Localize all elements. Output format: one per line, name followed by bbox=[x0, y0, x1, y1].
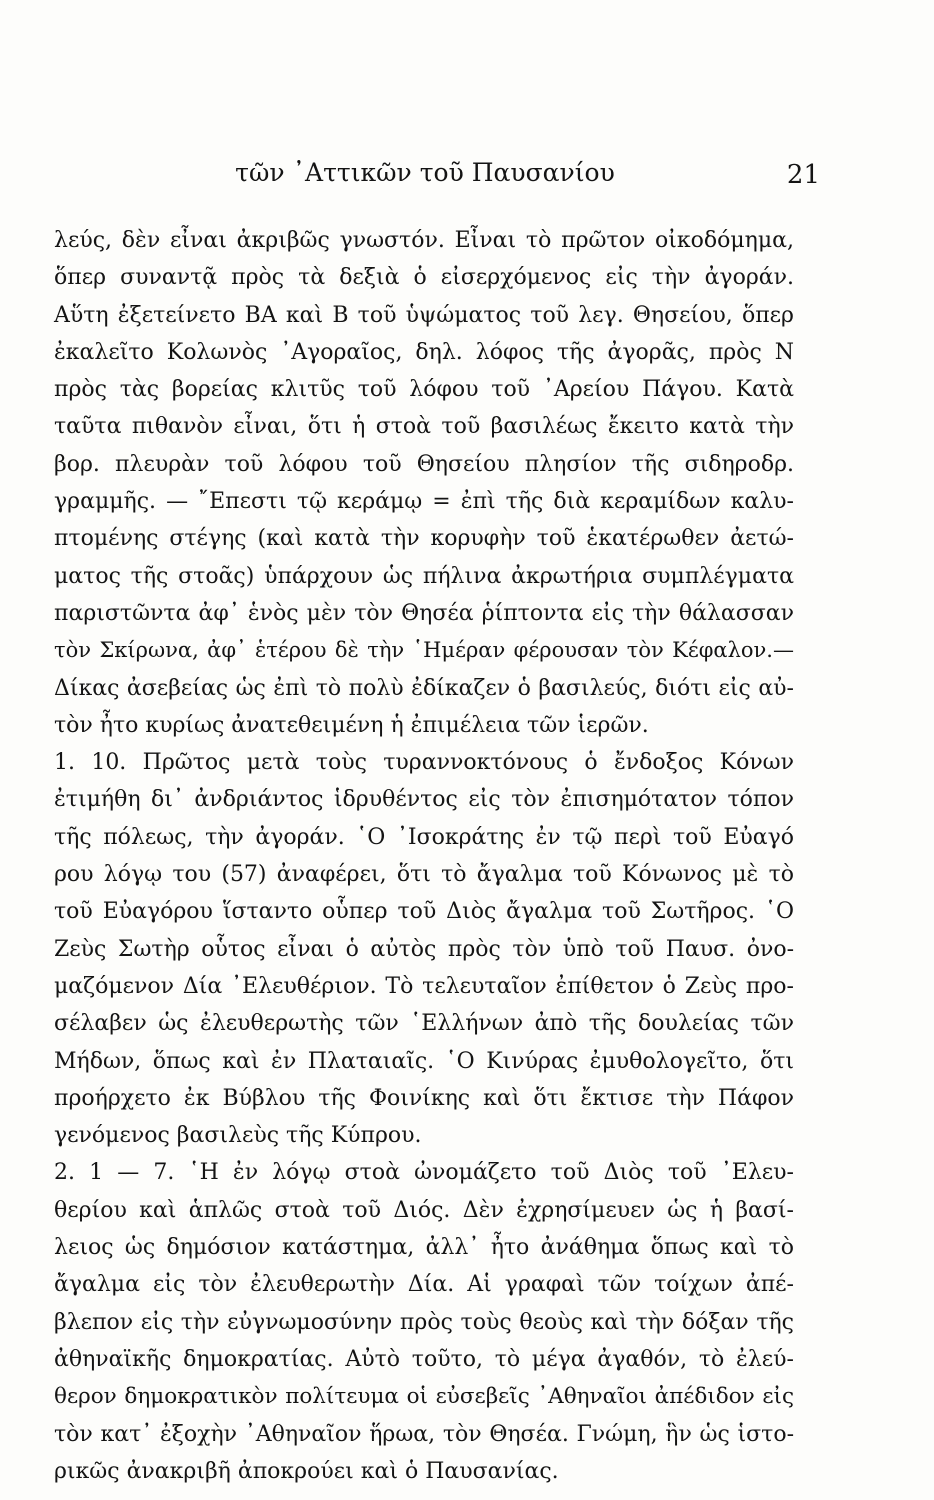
body-text bbox=[54, 222, 794, 1490]
text-line: ματος τῆς στοᾶς) ὑπάρχουν ὡς πήλινα ἀκρωτήρια συμπλέγματα bbox=[54, 563, 794, 589]
text-line: μαζόμενον Δία ᾽Ελευθέριον. Τὸ τελευταῖον ἐπίθετον ὁ Ζεὺς προ- bbox=[54, 973, 794, 999]
text-line: λεύς, δὲν εἶναι ἀκριβῶς γνωστόν. Εἶναι τὸ πρῶτον οἰκοδόμημα, bbox=[54, 228, 794, 253]
text-line: ἐτιμήθη δι᾽ ἀνδριάντος ἱδρυθέντος εἰς τὸν ἐπισημότατον τόπον bbox=[54, 787, 794, 813]
text-line: παριστῶντα ἀφ᾽ ἑνὸς μὲν τὸν Θησέα ῥίπτοντα εἰς τὴν θάλασσαν bbox=[54, 600, 794, 626]
page-header bbox=[60, 154, 820, 194]
text-line: ρικῶς ἀνακριβῆ ἀποκρούει καὶ ὁ Παυσανίας. bbox=[54, 1458, 559, 1484]
text-line: ἀθηναϊκῆς δημοκρατίας. Αὐτὸ τοῦτο, τὸ μέγα ἀγαθόν, τὸ ἐλεύ- bbox=[54, 1346, 794, 1372]
text-line: τῆς πόλεως, τὴν ἀγοράν. ῾Ο ᾽Ισοκράτης ἐν τῷ περὶ τοῦ Εὐαγό bbox=[54, 824, 794, 850]
text-line: ταῦτα πιθανὸν εἶναι, ὅτι ἡ στοὰ τοῦ βασιλέως ἔκειτο κατὰ τὴν bbox=[54, 414, 794, 440]
text-line: προήρχετο ἐκ Βύβλου τῆς Φοινίκης καὶ ὅτι ἔκτισε τὴν Πάφον bbox=[54, 1085, 794, 1111]
page-number: 21 bbox=[786, 160, 820, 190]
text-line: θερίου καὶ ἁπλῶς στοὰ τοῦ Διός. Δὲν ἐχρησίμευεν ὡς ἡ βασί- bbox=[54, 1197, 794, 1223]
text-line: τὸν ἦτο κυρίως ἀνατεθειμένη ἡ ἐπιμέλεια τῶν ἱερῶν. bbox=[54, 712, 649, 738]
text-line: Μήδων, ὅπως καὶ ἐν Πλαταιαῖς. ῾Ο Κινύρας ἐμυθολογεῖτο, ὅτι bbox=[54, 1048, 794, 1074]
text-line: πτομένης στέγης (καὶ κατὰ τὴν κορυφὴν τοῦ ἑκατέρωθεν ἀετώ- bbox=[54, 526, 794, 552]
text-line: τὸν κατ᾽ ἐξοχὴν ᾽Αθηναῖον ἥρωα, τὸν Θησέα. Γνώμη, ἣν ὡς ἱστο- bbox=[54, 1421, 794, 1447]
text-line: Δίκας ἀσεβείας ὡς ἐπὶ τὸ πολὺ ἐδίκαζεν ὁ βασιλεύς, διότι εἰς αὐ- bbox=[54, 675, 794, 701]
running-title: τῶν ᾽Αττικῶν τοῦ Παυσανίου bbox=[235, 158, 615, 187]
text-line: πρὸς τὰς βορείας κλιτῦς τοῦ λόφου τοῦ ᾽Αρείου Πάγου. Κατὰ bbox=[54, 377, 794, 403]
text-line: ἐκαλεῖτο Κολωνὸς ᾽Αγοραῖος, δηλ. λόφος τῆς ἀγορᾶς, πρὸς Ν bbox=[54, 339, 794, 365]
text-line: Ζεὺς Σωτὴρ οὗτος εἶναι ὁ αὐτὸς πρὸς τὸν ὑπὸ τοῦ Παυσ. ὀνο- bbox=[54, 936, 794, 962]
section-start-line: 2. 1 — 7. ῾Η ἐν λόγῳ στοὰ ὠνομάζετο τοῦ Διὸς τοῦ ᾽Ελευ- bbox=[54, 1160, 794, 1186]
text-line: ὅπερ συναντᾷ πρὸς τὰ δεξιὰ ὁ εἰσερχόμενος εἰς τὴν ἀγοράν. bbox=[54, 265, 794, 291]
text-line: Αὕτη ἐξετείνετο ΒΑ καὶ Β τοῦ ὑψώματος τοῦ λεγ. Θησείου, ὅπερ bbox=[54, 302, 794, 328]
text-line: βλεπον εἰς τὴν εὐγνωμοσύνην πρὸς τοὺς θεοὺς καὶ τὴν δόξαν τῆς bbox=[54, 1309, 794, 1335]
text-line: τὸν Σκίρωνα, ἀφ᾽ ἑτέρου δὲ τὴν ῾Ημέραν φέρουσαν τὸν Κέφαλον.— bbox=[54, 638, 794, 663]
text-line: σέλαβεν ὡς ἐλευθερωτὴς τῶν ῾Ελλήνων ἀπὸ τῆς δουλείας τῶν bbox=[54, 1011, 794, 1037]
text-line: γενόμενος βασιλεὺς τῆς Κύπρου. bbox=[54, 1123, 422, 1149]
text-line: βορ. πλευρὰν τοῦ λόφου τοῦ Θησείου πλησίον τῆς σιδηροδρ. bbox=[54, 451, 794, 477]
section-start-line: 1. 10. Πρῶτος μετὰ τοὺς τυραννοκτόνους ὁ ἔνδοξος Κόνων bbox=[54, 750, 794, 776]
text-line: θερον δημοκρατικὸν πολίτευμα οἱ εὐσεβεῖς ᾽Αθηναῖοι ἀπέδιδον εἰς bbox=[54, 1384, 794, 1410]
text-line: ρου λόγῳ του (57) ἀναφέρει, ὅτι τὸ ἄγαλμα τοῦ Κόνωνος μὲ τὸ bbox=[54, 862, 794, 888]
text-line: γραμμῆς. — ῎Επεστι τῷ κεράμῳ = ἐπὶ τῆς διὰ κεραμίδων καλυ- bbox=[54, 489, 794, 515]
text-line: λειος ὡς δημόσιον κατάστημα, ἀλλ᾽ ἦτο ἀνάθημα ὅπως καὶ τὸ bbox=[54, 1235, 794, 1261]
text-line: ἄγαλμα εἰς τὸν ἐλευθερωτὴν Δία. Αἱ γραφαὶ τῶν τοίχων ἀπέ- bbox=[54, 1272, 794, 1298]
text-line: τοῦ Εὐαγόρου ἵσταντο οὗπερ τοῦ Διὸς ἄγαλμα τοῦ Σωτῆρος. ῾Ο bbox=[54, 899, 794, 925]
